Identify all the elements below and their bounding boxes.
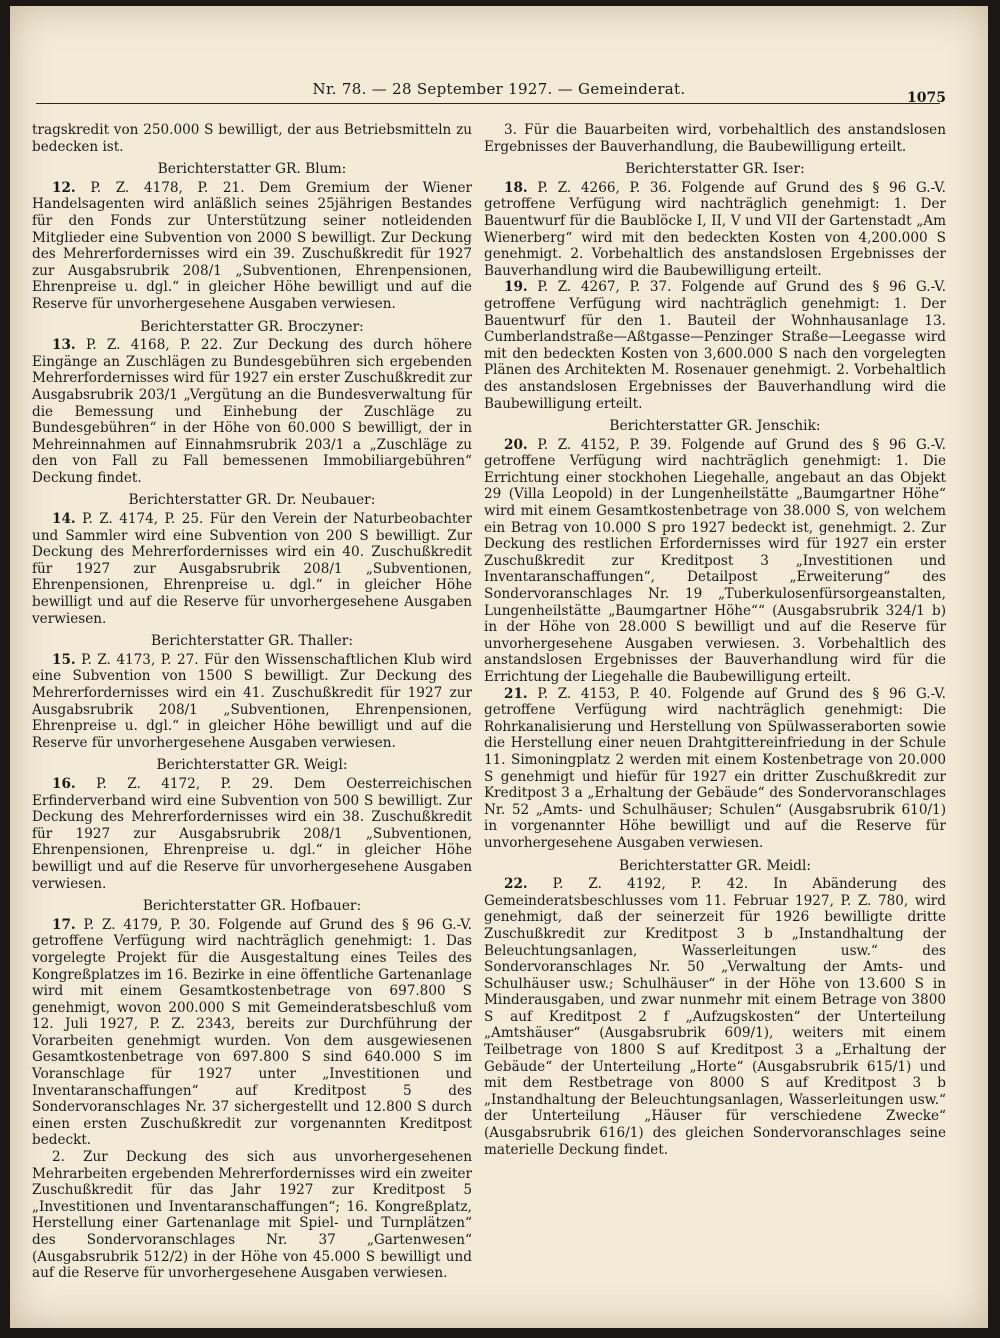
item-number: 22.: [504, 876, 528, 893]
agenda-item: [32, 917, 472, 1149]
agenda-item: [484, 279, 946, 412]
rapporteur-heading: Berichterstatter GR. Broczyner:: [140, 318, 364, 335]
rapporteur-heading: Berichterstatter GR. Jenschik:: [609, 418, 821, 435]
agenda-item: [484, 437, 946, 686]
right-column: [484, 122, 946, 1158]
agenda-item: [484, 876, 946, 1158]
item-number: 12.: [52, 179, 76, 196]
paragraph: tragskredit von 250.000 S bewilligt, der aus Betriebsmitteln zu bedecken ist.: [32, 122, 472, 155]
item-text: P. Z. 4172, P. 29. Dem Oesterreichischen Erfinderverband wird eine Subvention von 500 S bewilligt. Zur Deckung des Mehrerfordernisses wird ein 38. Zuschußkredit für 1927 zur Ausgabsrubrik 208/1 „Subventionen, Ehrenpensionen, Ehrenpreise u. dgl.“ in gleicher Höhe bewilligt und auf die Reserve für unvorhergesehene Ausgaben verwiesen.: [32, 775, 472, 892]
item-text: P. Z. 4152, P. 39. Folgende auf Grund des § 96 G.-V. getroffene Verfügung wird nachträglich genehmigt: 1. Die Errichtung einer stockhohen Liegehalle, angebaut an das Objekt 29 (Villa Leopold) in der Lungenheilstätte „Baumgartner Höhe“ wird mit einem Gesamtkostenbetrage von 38.000 S, von welchem ein Betrag von 10.000 S pro 1927 bedeckt ist, genehmigt. 2. Zur Deckung des restlichen Erfordernisses wird für 1927 ein erster Zuschußkredit zur Kreditpost 3 „Investitionen und Inventaranschaffungen“, Detailpost „Erweiterung“ des Sondervoranschlages Nr. 19 „Tuberkulosenfürsorgeanstalten, Lungenheilstätte „Baumgartner Höhe““ (Ausgabsrubrik 324/1 b) in der Höhe von 28.000 S bewilligt und auf die Reserve für unvorhergesehene Ausgaben verwiesen. 3. Vorbehaltlich des anstandslosen Ergebnisses der Bauverhandlung wird für die Errichtung der Liegehalle die Baubewilligung erteilt.: [484, 436, 946, 685]
rapporteur-heading: Berichterstatter GR. Meidl:: [618, 857, 812, 874]
item-number: 19.: [504, 279, 528, 296]
item-number: 15.: [52, 651, 76, 668]
page-number: 1075: [907, 90, 946, 106]
agenda-item: [32, 652, 472, 752]
agenda-item: [32, 511, 472, 627]
item-number: 18.: [504, 179, 528, 196]
item-number: 13.: [52, 337, 76, 354]
paragraph: 3. Für die Bauarbeiten wird, vorbehaltlich des anstandslosen Ergebnisses der Bauverhandlung, die Baubewilligung erteilt.: [484, 122, 946, 155]
agenda-item: [32, 337, 472, 486]
agenda-item: [32, 180, 472, 313]
header-title: Nr. 78. — 28 September 1927. — Gemeinderat.: [312, 80, 686, 98]
item-text: P. Z. 4192, P. 42. In Abänderung des Gemeinderatsbeschlusses vom 11. Februar 1927, P. Z. 780, wird genehmigt, daß der seinerzeit für 1926 bewilligte dritte Zuschußkredit zur Kreditpost 3 b „Instandhaltung der Beleuchtungsanlagen, Wasserleitungen usw.“ des Sondervoranschlages Nr. 50 „Verwaltung der Amts- und Schulhäuser usw.; Schulhäuser“ in der Höhe von 13.600 S in Minderausgaben, und zwar nunmehr mit einem Betrage von 3800 S auf Kreditpost 2 f „Aufzugskosten“ der Unterteilung „Amtshäuser“ (Ausgabsrubrik 609/1), weiters mit einem Teilbetrage von 1800 S auf Kreditpost 3 a „Erhaltung der Gebäude“ der Unterteilung „Horte“ (Ausgabsrubrik 615/1) und mit dem Restbetrage von 8000 S auf Kreditpost 3 b „Instandhaltung der Beleuchtungsanlagen, Wasserleitungen usw.“ der Unterteilung „Häuser für verschiedene Zwecke“ (Ausgabsrubrik 616/1) des gleichen Sondervoranschlages seine materielle Deckung findet.: [484, 876, 946, 1158]
rapporteur-heading: Berichterstatter GR. Blum:: [157, 161, 347, 178]
item-number: 21.: [504, 685, 528, 702]
agenda-item: [32, 776, 472, 892]
rapporteur-heading: Berichterstatter GR. Weigl:: [156, 757, 348, 774]
rapporteur-heading: Berichterstatter GR. Dr. Neubauer:: [128, 492, 376, 509]
item-text: P. Z. 4266, P. 36. Folgende auf Grund des § 96 G.-V. getroffene Verfügung wird nachträglich genehmigt: 1. Der Bauentwurf für die Baublöcke I, II, V und VII der Gartenstadt „Am Wienerberg“ wird mit den bedeckten Kosten von 4,200.000 S genehmigt. 2. Vorbehaltlich des anstandslosen Ergebnisses der Bauverhandlung wird die Baubewilligung erteilt.: [484, 179, 946, 279]
item-text: P. Z. 4168, P. 22. Zur Deckung des durch höhere Eingänge an Zuschlägen zu Bundesgebühren sich ergebenden Mehrerfordernisses wird für 1927 ein erster Zuschußkredit zur Ausgabsrubrik 203/1 „Vergütung an die Bundesverwaltung für die Bemessung und Einhebung der Zuschläge zu Bundesgebühren“ in der Höhe von 60.000 S bewilligt, der in Mehreinnahmen auf Einnahmsrubrik 203/1 a „Zuschläge zu den von Fall zu Fall bemessenen Immobiliargebühren“ Deckung findet.: [32, 337, 472, 486]
agenda-item: [484, 686, 946, 852]
page-header: [30, 76, 968, 106]
header-rule: [36, 103, 940, 104]
rapporteur-heading: Berichterstatter GR. Thaller:: [150, 633, 354, 650]
newspaper-page: [10, 6, 988, 1328]
item-number: 20.: [504, 436, 528, 453]
rapporteur-heading: Berichterstatter GR. Iser:: [625, 161, 805, 178]
item-text: P. Z. 4267, P. 37. Folgende auf Grund des § 96 G.-V. getroffene Verfügung wird nachträglich genehmigt: 1. Der Bauentwurf für den 1. Bauteil der Wohnhausanlage 13. Cumberlandstraße—Aßtgasse—Penzinger Straße—Leegasse wird mit den bedeckten Kosten von 3,600.000 S nach den vorgelegten Plänen des Architekten M. Rosenauer genehmigt. 2. Vorbehaltlich des anstandslosen Ergebnisses der Bauverhandlung wird die Baubewilligung erteilt.: [484, 279, 946, 412]
item-text: P. Z. 4174, P. 25. Für den Verein der Naturbeobachter und Sammler wird eine Subvention von 200 S bewilligt. Zur Deckung des Mehrerfordernisses wird ein 40. Zuschußkredit für 1927 zur Ausgabsrubrik 208/1 „Subventionen, Ehrenpensionen, Ehrenpreise u. dgl.“ in gleicher Höhe bewilligt und auf die Reserve für unvorhergesehene Ausgaben verwiesen.: [32, 511, 472, 627]
item-text: P. Z. 4153, P. 40. Folgende auf Grund des § 96 G.-V. getroffene Verfügung wird nachträglich genehmigt: Die Rohrkanalisierung und Herstellung von Spülwasseraborten sowie die Herstellung einer neuen Drahtgittereinfriedung in der Schule 11. Simoningplatz 2 werden mit einem Kostenbetrage von 20.000 S genehmigt und hiefür für 1927 ein dritter Zuschußkredit zur Kreditpost 3 a „Erhaltung der Gebäude“ des Sondervoranschlages Nr. 52 „Amts- und Schulhäuser; Schulen“ (Ausgabsrubrik 610/1) in vorgenannter Höhe bewilligt und auf die Reserve für unvorhergesehene Ausgaben verwiesen.: [484, 685, 946, 851]
item-number: 16.: [52, 775, 76, 792]
item-number: 17.: [52, 916, 76, 933]
item-number: 14.: [52, 511, 76, 528]
rapporteur-heading: Berichterstatter GR. Hofbauer:: [142, 898, 362, 915]
item-text: P. Z. 4173, P. 27. Für den Wissenschaftlichen Klub wird eine Subvention von 1500 S bewilligt. Zur Deckung des Mehrerfordernisses wird ein 41. Zuschußkredit für 1927 zur Ausgabsrubrik 208/1 „Subventionen, Ehrenpensionen, Ehrenpreise u. dgl.“ in gleicher Höhe bewilligt und auf die Reserve für unvorhergesehene Ausgaben verwiesen.: [32, 651, 472, 751]
item-text: P. Z. 4179, P. 30. Folgende auf Grund des § 96 G.-V. getroffene Verfügung wird nachträglich genehmigt: 1. Das vorgelegte Projekt für die Ausgestaltung eines Teiles des Kongreßplatzes im 16. Bezirke in eine öffentliche Gartenanlage wird mit einem Gesamtkostenbetrage von 697.800 S genehmigt, wovon 200.000 S mit Gemeinderatsbeschluß vom 12. Juli 1927, P. Z. 2343, bereits zur Durchführung der Vorarbeiten genehmigt wurden. Von dem ausgewiesenen Gesamtkostenbetrage von 697.800 S sind 640.000 S im Voranschlage für 1927 unter „Investitionen und Inventaranschaffungen“ auf Kreditpost 5 des Sondervoranschlages Nr. 37 sichergestellt und 12.800 S durch einen ersten Zuschußkredit zur vorgenannten Kreditpost bedeckt.: [32, 916, 472, 1149]
paragraph: 2. Zur Deckung des sich aus unvorhergesehenen Mehrarbeiten ergebenden Mehrerfordernisses wird ein zweiter Zuschußkredit für das Jahr 1927 zur Kreditpost 5 „Investitionen und Inventaranschaffungen“; 16. Kongreßplatz, Herstellung einer Gartenanlage mit Spiel- und Turnplätzen“ des Sondervoranschlages Nr. 37 „Gartenwesen“ (Ausgabsrubrik 512/2) in der Höhe von 45.000 S bewilligt und auf die Reserve für unvorhergesehene Ausgaben verwiesen.: [32, 1149, 472, 1282]
item-text: P. Z. 4178, P. 21. Dem Gremium der Wiener Handelsagenten wird anläßlich seines 25jährigen Bestandes für den Fonds zur Unterstützung seiner notleidenden Mitglieder eine Subvention von 2000 S bewilligt. Zur Deckung des Mehrerfordernisses wird ein 39. Zuschußkredit für 1927 zur Ausgabsrubrik 208/1 „Subventionen, Ehrenpensionen, Ehrenpreise u. dgl.“ in gleicher Höhe bewilligt und auf die Reserve für unvorhergesehene Ausgaben verwiesen.: [32, 179, 472, 312]
left-column: [32, 122, 472, 1282]
agenda-item: [484, 180, 946, 280]
